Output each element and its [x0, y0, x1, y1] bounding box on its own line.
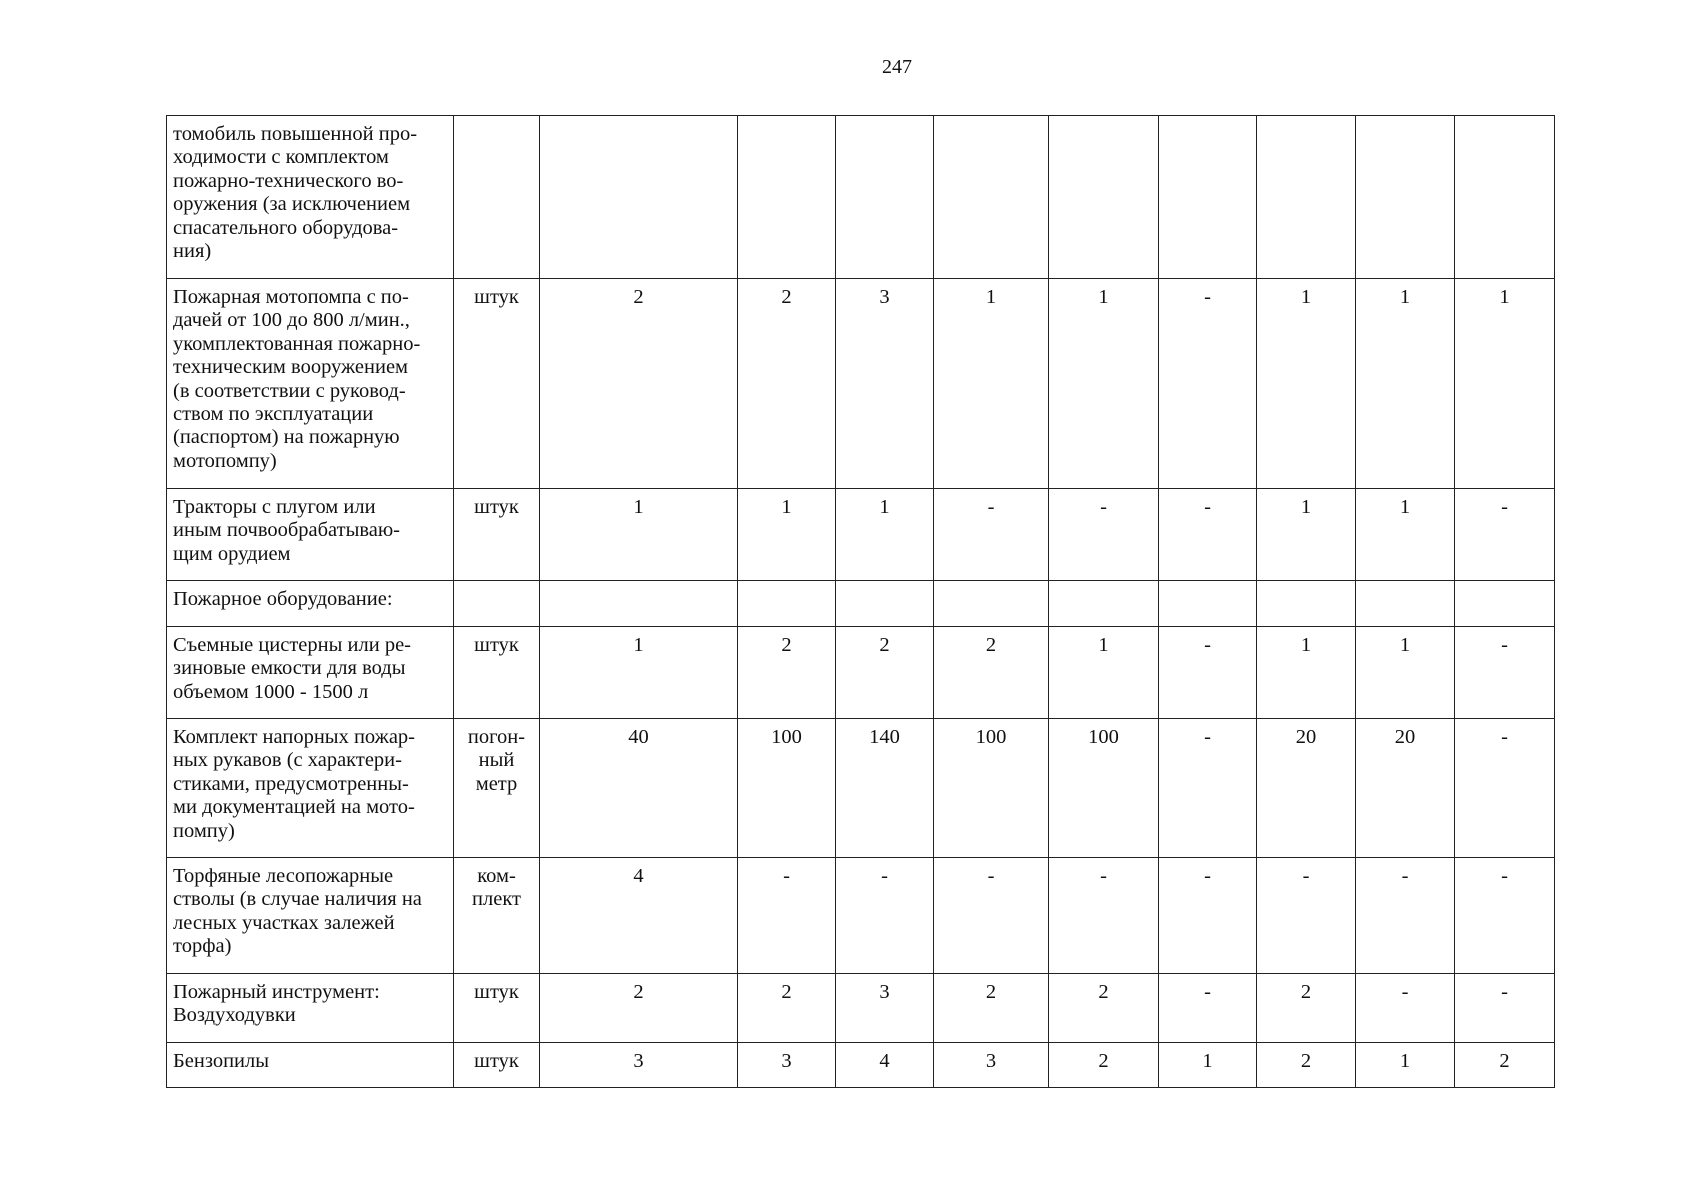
unit-cell — [454, 1043, 540, 1088]
value-cell: - — [1455, 719, 1555, 858]
unit-cell — [454, 581, 540, 627]
value-cell: 2 — [934, 974, 1049, 1043]
value-cell: - — [1455, 489, 1555, 581]
value-cell: 2 — [1257, 1043, 1356, 1088]
value-cell: 2 — [1257, 974, 1356, 1043]
unit-label: штук — [474, 981, 519, 1003]
value-cell: 3 — [836, 974, 934, 1043]
value-cell: 20 — [1257, 719, 1356, 858]
unit-cell — [454, 627, 540, 719]
value-cell: - — [1356, 858, 1455, 974]
value-cell: 2 — [738, 279, 836, 489]
value-cell — [1159, 116, 1257, 279]
value-cell: - — [1159, 279, 1257, 489]
value-cell: 2 — [1049, 974, 1159, 1043]
value-cell: - — [1159, 627, 1257, 719]
value-cell — [836, 116, 934, 279]
value-cell: 1 — [1049, 279, 1159, 489]
item-name-cell — [167, 489, 454, 581]
value-cell — [738, 581, 836, 627]
value-cell: - — [1049, 858, 1159, 974]
value-cell: 2 — [540, 974, 738, 1043]
item-name-cell — [167, 279, 454, 489]
value-cell: 1 — [1455, 279, 1555, 489]
value-cell: 3 — [934, 1043, 1049, 1088]
page-number: 247 — [882, 56, 912, 78]
unit-cell — [454, 974, 540, 1043]
value-cell — [540, 581, 738, 627]
value-cell: 1 — [934, 279, 1049, 489]
value-cell: 2 — [934, 627, 1049, 719]
value-cell: - — [738, 858, 836, 974]
item-name: Тракторы с плугом или иным почвообрабатываю- щим орудием — [173, 496, 401, 565]
value-cell — [738, 116, 836, 279]
value-cell: 1 — [540, 627, 738, 719]
value-cell: - — [1455, 974, 1555, 1043]
unit-label: штук — [474, 634, 519, 656]
value-cell: 1 — [1356, 1043, 1455, 1088]
table-row — [167, 581, 1555, 627]
value-cell: - — [1159, 858, 1257, 974]
value-cell — [1455, 116, 1555, 279]
value-cell: - — [934, 489, 1049, 581]
value-cell — [1049, 116, 1159, 279]
value-cell: - — [934, 858, 1049, 974]
value-cell: 4 — [540, 858, 738, 974]
item-name: Комплект напорных пожар- ных рукавов (с характери- стиками, предусмотренны- ми документацией на мото- помпу) — [173, 726, 415, 842]
value-cell: 2 — [738, 627, 836, 719]
table-body — [167, 116, 1555, 1088]
item-name-cell — [167, 719, 454, 858]
table-row — [167, 1043, 1555, 1088]
table-row — [167, 627, 1555, 719]
item-name: Пожарная мотопомпа с по- дачей от 100 до 800 л/мин., укомплектованная пожарно- техническим вооружением (в соответствии с руковод- ством по эксплуатации (паспортом) на пожарную мотопомпу) — [173, 286, 421, 472]
value-cell: 2 — [1455, 1043, 1555, 1088]
value-cell: 1 — [836, 489, 934, 581]
value-cell — [934, 116, 1049, 279]
value-cell: - — [836, 858, 934, 974]
value-cell: - — [1455, 858, 1555, 974]
unit-label: штук — [474, 286, 519, 308]
table-row — [167, 279, 1555, 489]
value-cell: 100 — [934, 719, 1049, 858]
value-cell — [1455, 581, 1555, 627]
equipment-table — [166, 115, 1555, 1088]
value-cell: 1 — [1356, 489, 1455, 581]
section-heading-cell — [167, 581, 454, 627]
value-cell — [1257, 581, 1356, 627]
value-cell: 3 — [738, 1043, 836, 1088]
table-row — [167, 719, 1555, 858]
unit-cell — [454, 858, 540, 974]
item-name: Съемные цистерны или ре- зиновые емкости для воды объемом 1000 - 1500 л — [173, 634, 412, 703]
value-cell: 140 — [836, 719, 934, 858]
value-cell — [836, 581, 934, 627]
table-row — [167, 489, 1555, 581]
value-cell: 1 — [1257, 489, 1356, 581]
item-name-cell — [167, 1043, 454, 1088]
unit-cell — [454, 116, 540, 279]
value-cell: 4 — [836, 1043, 934, 1088]
unit-label: штук — [474, 1050, 519, 1072]
value-cell: 3 — [836, 279, 934, 489]
unit-cell — [454, 719, 540, 858]
value-cell — [1049, 581, 1159, 627]
value-cell: 20 — [1356, 719, 1455, 858]
value-cell — [1356, 116, 1455, 279]
value-cell: - — [1159, 489, 1257, 581]
item-name-cell — [167, 858, 454, 974]
value-cell: 2 — [1049, 1043, 1159, 1088]
value-cell: 2 — [836, 627, 934, 719]
value-cell: 40 — [540, 719, 738, 858]
table-row — [167, 858, 1555, 974]
table-row — [167, 116, 1555, 279]
value-cell: 1 — [1356, 279, 1455, 489]
unit-cell — [454, 279, 540, 489]
value-cell: - — [1159, 719, 1257, 858]
value-cell: 1 — [1257, 627, 1356, 719]
value-cell: - — [1356, 974, 1455, 1043]
value-cell — [1257, 116, 1356, 279]
value-cell: 2 — [540, 279, 738, 489]
value-cell: 1 — [1159, 1043, 1257, 1088]
unit-label: погон- ный метр — [467, 726, 526, 795]
table-row — [167, 974, 1555, 1043]
value-cell: - — [1257, 858, 1356, 974]
item-name-cell — [167, 116, 454, 279]
value-cell: - — [1455, 627, 1555, 719]
value-cell: 1 — [540, 489, 738, 581]
value-cell: - — [1049, 489, 1159, 581]
section-heading: Пожарное оборудование: — [173, 588, 393, 610]
item-name-cell — [167, 627, 454, 719]
unit-label: штук — [474, 496, 519, 518]
value-cell: 1 — [738, 489, 836, 581]
value-cell — [1159, 581, 1257, 627]
unit-label: ком- плект — [472, 865, 521, 911]
value-cell: 1 — [1356, 627, 1455, 719]
value-cell: 2 — [738, 974, 836, 1043]
value-cell — [1356, 581, 1455, 627]
item-name-cell — [167, 974, 454, 1043]
value-cell: 1 — [1257, 279, 1356, 489]
unit-cell — [454, 489, 540, 581]
value-cell: 3 — [540, 1043, 738, 1088]
item-name: томобиль повышенной про- ходимости с комплектом пожарно-технического во- оружения (за исключением спасательного оборудова- ния) — [173, 123, 418, 263]
value-cell: 100 — [1049, 719, 1159, 858]
value-cell: 100 — [738, 719, 836, 858]
value-cell — [934, 581, 1049, 627]
item-name: Пожарный инструмент: Воздуходувки — [173, 981, 380, 1027]
item-name: Торфяные лесопожарные стволы (в случае наличия на лесных участках залежей торфа) — [173, 865, 422, 958]
item-name: Бензопилы — [173, 1050, 270, 1072]
value-cell — [540, 116, 738, 279]
value-cell: - — [1159, 974, 1257, 1043]
value-cell: 1 — [1049, 627, 1159, 719]
